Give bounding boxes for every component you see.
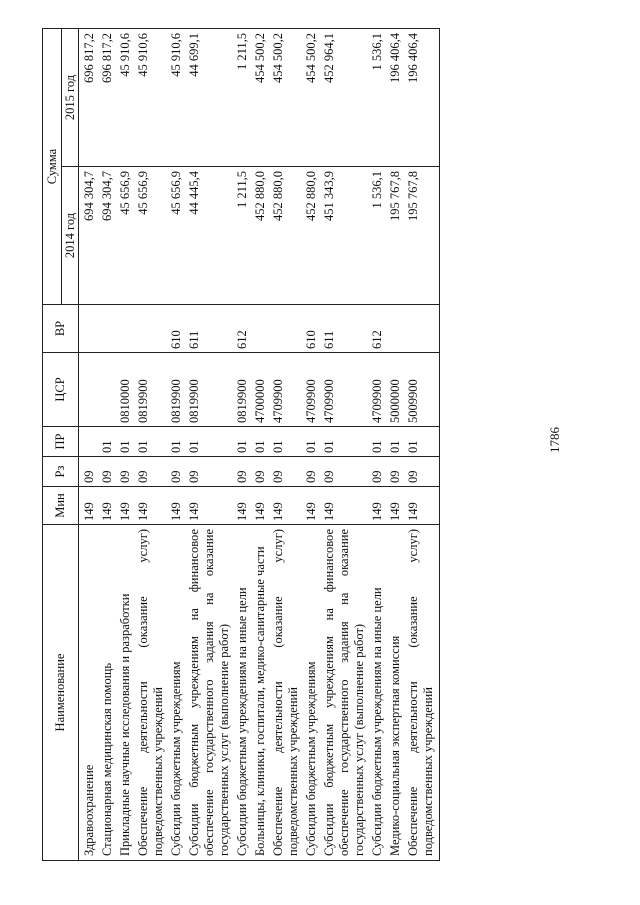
row-min: 149 [406,487,440,525]
row-pr: 01 [187,427,235,457]
row-sum-2014: 452 880,0 [304,167,322,305]
row-sum-2014: 451 343,9 [322,167,370,305]
row-name: Субсидии бюджетным учреждениям на иные цели [370,525,388,861]
table-row [322,29,370,861]
row-rz: 09 [187,457,235,487]
row-min: 149 [187,487,235,525]
table-header [43,29,79,861]
row-sum-2015: 696 817,2 [100,29,118,167]
row-sum-2015: 454 500,2 [253,29,271,167]
row-min: 149 [253,487,271,525]
row-name: Обеспечение деятельности (оказание услуг) подведомственных учреждений [406,525,440,861]
row-name: Медико-социальная экспертная комиссия [388,525,406,861]
row-vr [406,305,440,353]
row-csr: 0819900 [169,353,187,427]
row-csr: 0819900 [187,353,235,427]
row-sum-2014: 195 767,8 [406,167,440,305]
row-pr: 01 [118,427,136,457]
row-sum-2015: 196 406,4 [388,29,406,167]
row-vr [100,305,118,353]
row-csr: 4709900 [370,353,388,427]
header-rz: Рз [43,457,79,487]
row-sum-2015: 452 964,1 [322,29,370,167]
table-row [136,29,169,861]
row-rz: 09 [322,457,370,487]
row-rz: 09 [370,457,388,487]
row-pr [79,427,101,457]
header-sum: Сумма [43,29,62,305]
row-rz: 09 [388,457,406,487]
table-body [79,29,440,861]
row-min: 149 [136,487,169,525]
row-vr [118,305,136,353]
row-csr: 4709900 [304,353,322,427]
table-row [370,29,388,861]
row-name: Стационарная медицинская помощь [100,525,118,861]
table-row [235,29,253,861]
row-pr: 01 [136,427,169,457]
row-sum-2014: 694 304,7 [79,167,101,305]
row-name: Больницы, клиники, госпитали, медико-санитарные части [253,525,271,861]
row-sum-2015: 45 910,6 [136,29,169,167]
rotated-page [42,29,578,861]
row-rz: 09 [79,457,101,487]
row-min: 149 [322,487,370,525]
row-csr: 5000000 [388,353,406,427]
row-pr: 01 [235,427,253,457]
row-rz: 09 [304,457,322,487]
row-min: 149 [235,487,253,525]
row-rz: 09 [271,457,304,487]
row-rz: 09 [118,457,136,487]
row-csr: 4709900 [322,353,370,427]
row-min: 149 [304,487,322,525]
table-row [253,29,271,861]
row-sum-2015: 454 500,2 [271,29,304,167]
header-vr: ВР [43,305,79,353]
row-vr [79,305,101,353]
table-row [118,29,136,861]
row-name: Субсидии бюджетным учреждениям на иные цели [235,525,253,861]
row-min: 149 [388,487,406,525]
row-sum-2014: 1 211,5 [235,167,253,305]
row-min: 149 [370,487,388,525]
row-vr [388,305,406,353]
row-pr: 01 [388,427,406,457]
row-rz: 09 [253,457,271,487]
row-pr: 01 [253,427,271,457]
row-sum-2015: 196 406,4 [406,29,440,167]
row-rz: 09 [100,457,118,487]
row-name: Прикладные научные исследования и разработки [118,525,136,861]
table-row [187,29,235,861]
row-sum-2014: 45 656,9 [118,167,136,305]
row-csr: 5009900 [406,353,440,427]
table-row [79,29,101,861]
row-vr: 611 [187,305,235,353]
table-row [388,29,406,861]
row-vr: 612 [235,305,253,353]
row-sum-2014: 44 445,4 [187,167,235,305]
row-rz: 09 [169,457,187,487]
row-pr: 01 [406,427,440,457]
row-vr: 610 [304,305,322,353]
row-name: Субсидии бюджетным учреждениям на финансовое обеспечение государственного задания на оказание государственных услуг (выполнение работ) [322,525,370,861]
header-2015: 2015 год [62,29,79,167]
row-name: Здравоохранение [79,525,101,861]
row-sum-2014: 1 536,1 [370,167,388,305]
row-pr: 01 [271,427,304,457]
row-name: Обеспечение деятельности (оказание услуг) подведомственных учреждений [271,525,304,861]
row-sum-2014: 694 304,7 [100,167,118,305]
table-row [304,29,322,861]
row-rz: 09 [235,457,253,487]
row-rz: 09 [136,457,169,487]
row-min: 149 [118,487,136,525]
row-sum-2014: 45 656,9 [169,167,187,305]
row-csr: 4700000 [253,353,271,427]
table-row [406,29,440,861]
header-csr: ЦСР [43,353,79,427]
table-row [100,29,118,861]
row-sum-2015: 45 910,6 [118,29,136,167]
header-name: Наименование [43,525,79,861]
row-pr: 01 [169,427,187,457]
row-vr [136,305,169,353]
row-pr: 01 [322,427,370,457]
row-pr: 01 [100,427,118,457]
row-sum-2015: 45 910,6 [169,29,187,167]
row-name: Субсидии бюджетным учреждениям [304,525,322,861]
table-row [271,29,304,861]
header-pr: ПР [43,427,79,457]
row-min: 149 [271,487,304,525]
budget-table [42,28,440,861]
row-sum-2014: 452 880,0 [271,167,304,305]
row-csr [100,353,118,427]
row-min: 149 [169,487,187,525]
row-pr: 01 [304,427,322,457]
row-rz: 09 [406,457,440,487]
row-pr: 01 [370,427,388,457]
row-sum-2015: 454 500,2 [304,29,322,167]
row-sum-2015: 696 817,2 [79,29,101,167]
header-2014: 2014 год [62,167,79,305]
row-name: Обеспечение деятельности (оказание услуг) подведомственных учреждений [136,525,169,861]
row-sum-2014: 452 880,0 [253,167,271,305]
row-csr [79,353,101,427]
row-sum-2014: 45 656,9 [136,167,169,305]
row-min: 149 [100,487,118,525]
row-sum-2014: 195 767,8 [388,167,406,305]
row-vr [253,305,271,353]
row-csr: 0819900 [235,353,253,427]
row-sum-2015: 1 536,1 [370,29,388,167]
row-vr: 610 [169,305,187,353]
table-row [169,29,187,861]
row-name: Субсидии бюджетным учреждениям на финансовое обеспечение государственного задания на оказание государственных услуг (выполнение работ) [187,525,235,861]
row-csr: 4709900 [271,353,304,427]
row-sum-2015: 1 211,5 [235,29,253,167]
row-vr: 612 [370,305,388,353]
header-min: Мин [43,487,79,525]
row-csr: 0810000 [118,353,136,427]
row-csr: 0819900 [136,353,169,427]
row-vr: 611 [322,305,370,353]
row-sum-2015: 44 699,1 [187,29,235,167]
row-name: Субсидии бюджетным учреждениям [169,525,187,861]
row-min: 149 [79,487,101,525]
page-number: 1786 [547,427,562,453]
row-vr [271,305,304,353]
